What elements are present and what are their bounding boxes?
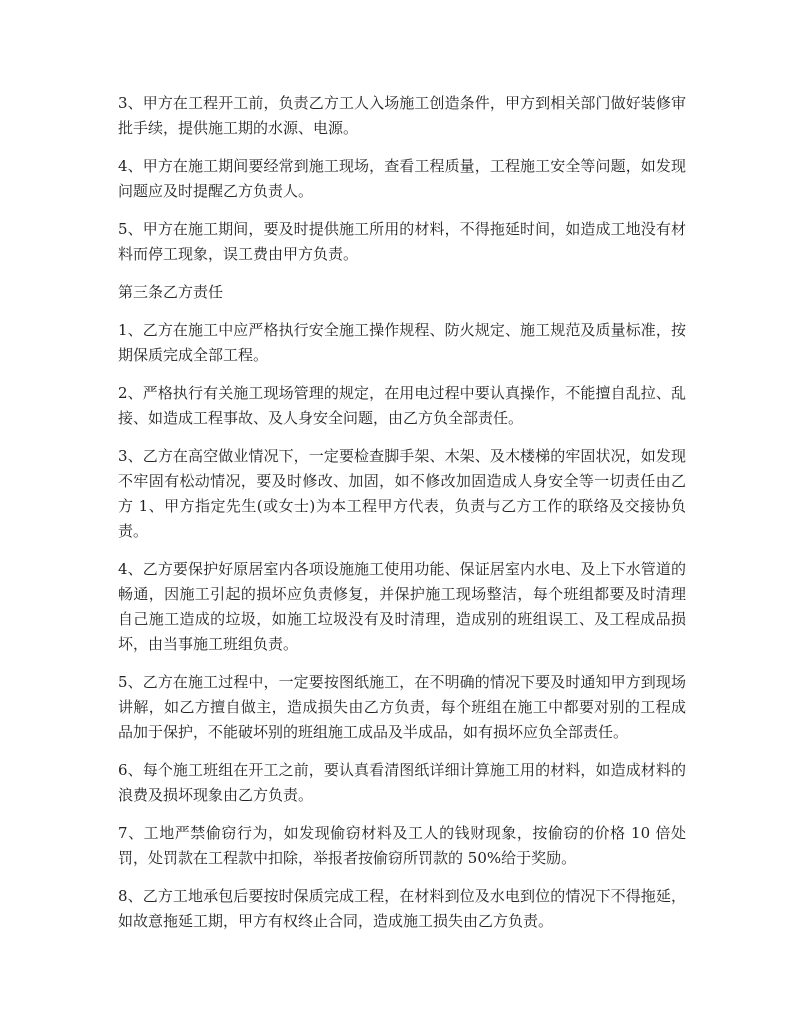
paragraph-clause-b1: 1、乙方在施工中应严格执行安全施工操作规程、防火规定、施工规范及质量标准，按期保质完成全部工程。 — [118, 321, 686, 364]
paragraph-clause-a5: 5、甲方在施工期间，要及时提供施工所用的材料，不得拖延时间，如造成工地没有材料而停工现象，误工费由甲方负责。 — [118, 220, 686, 263]
paragraph-clause-b8: 8、乙方工地承包后要按时保质完成工程，在材料到位及水电到位的情况下不得拖延，如故意拖延工期，甲方有权终止合同，造成施工损失由乙方负责。 — [118, 887, 686, 930]
paragraph-clause-b2: 2、严格执行有关施工现场管理的规定，在用电过程中要认真操作，不能擅自乱拉、乱接、如造成工程事故、及人身安全问题，由乙方负全部责任。 — [118, 384, 686, 427]
paragraph-clause-a4: 4、甲方在施工期间要经常到施工现场，查看工程质量，工程施工安全等问题，如发现问题应及时提醒乙方负责人。 — [118, 157, 686, 200]
paragraph-clause-b6: 6、每个施工班组在开工之前，要认真看清图纸详细计算施工用的材料，如造成材料的浪费及损坏现象由乙方负责。 — [118, 761, 686, 804]
paragraph-clause-a3: 3、甲方在工程开工前，负责乙方工人入场施工创造条件，甲方到相关部门做好装修审批手续，提供施工期的水源、电源。 — [118, 94, 686, 137]
section-heading: 第三条乙方责任 — [118, 283, 224, 301]
document-body — [118, 91, 686, 947]
paragraph-clause-b7: 7、工地严禁偷窃行为，如发现偷窃材料及工人的钱财现象，按偷窃的价格 10 倍处罚，处罚款在工程款中扣除，举报者按偷窃所罚款的 50%给于奖励。 — [118, 824, 686, 867]
paragraph-clause-b3: 3、乙方在高空做业情况下，一定要检查脚手架、木架、及木楼梯的牢固状况，如发现不牢固有松动情况，要及时修改、加固，如不修改加固造成人身安全等一切责任由乙方 1、甲方指定先生(或女士)为本工程甲方代表，负责与乙方工作的联络及交接协负责。 — [118, 447, 686, 540]
paragraph-clause-b4: 4、乙方要保护好原居室内各项设施施工使用功能、保证居室内水电、及上下水管道的畅通，因施工引起的损坏应负责修复，并保护施工现场整洁，每个班组都要及时清理自己施工造成的垃圾，如施工垃圾没有及时清理，造成别的班组误工、及工程成品损坏，由当事施工班组负责。 — [118, 560, 686, 653]
paragraph-clause-b5: 5、乙方在施工过程中，一定要按图纸施工，在不明确的情况下要及时通知甲方到现场讲解，如乙方擅自做主，造成损失由乙方负责，每个班组在施工中都要对别的工程成品加于保护，不能破坏别的班组施工成品及半成品，如有损坏应负全部责任。 — [118, 673, 686, 741]
